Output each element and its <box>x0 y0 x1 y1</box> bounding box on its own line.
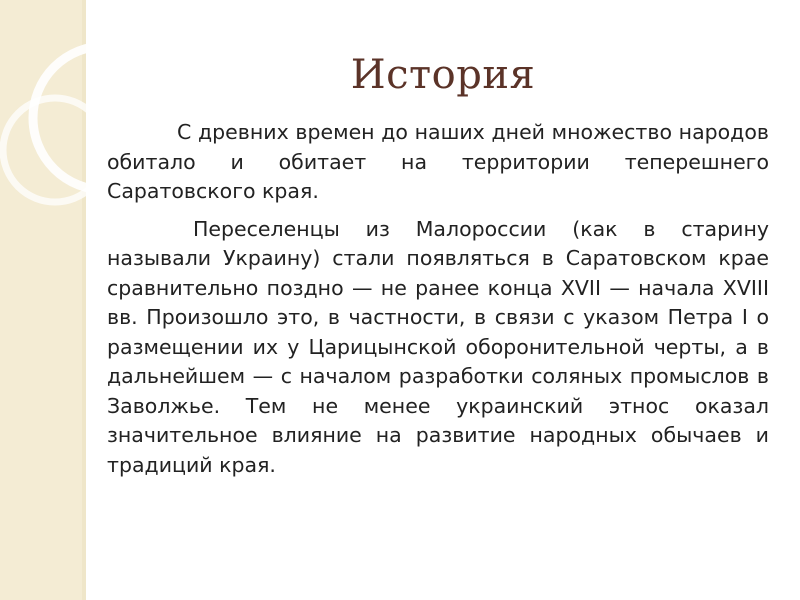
paragraph-settlers-text: Переселенцы из Малороссии (как в старину называли Украину) стали появляться в Саратовском крае сравнительно поздно — не ранее конца XVII — начала XVIII вв. Произошло это, в частности, в связи с указом Петра I о размещении их у Царицынской оборонительной черты, а в дальнейшем — с началом разработки соляных промыслов в Заволжье. Тем не менее украинский этнос оказал значительное влияние на развитие народных обычаев и традиций края. <box>107 216 769 477</box>
slide-title: История <box>350 52 536 98</box>
paragraph-intro-text: С древних времен до наших дней множество народов обитало и обитает на территории теперешнего Саратовского края. <box>107 120 769 203</box>
paragraph-intro <box>107 118 769 207</box>
slide-body <box>107 118 769 488</box>
paragraph-settlers <box>107 215 769 481</box>
